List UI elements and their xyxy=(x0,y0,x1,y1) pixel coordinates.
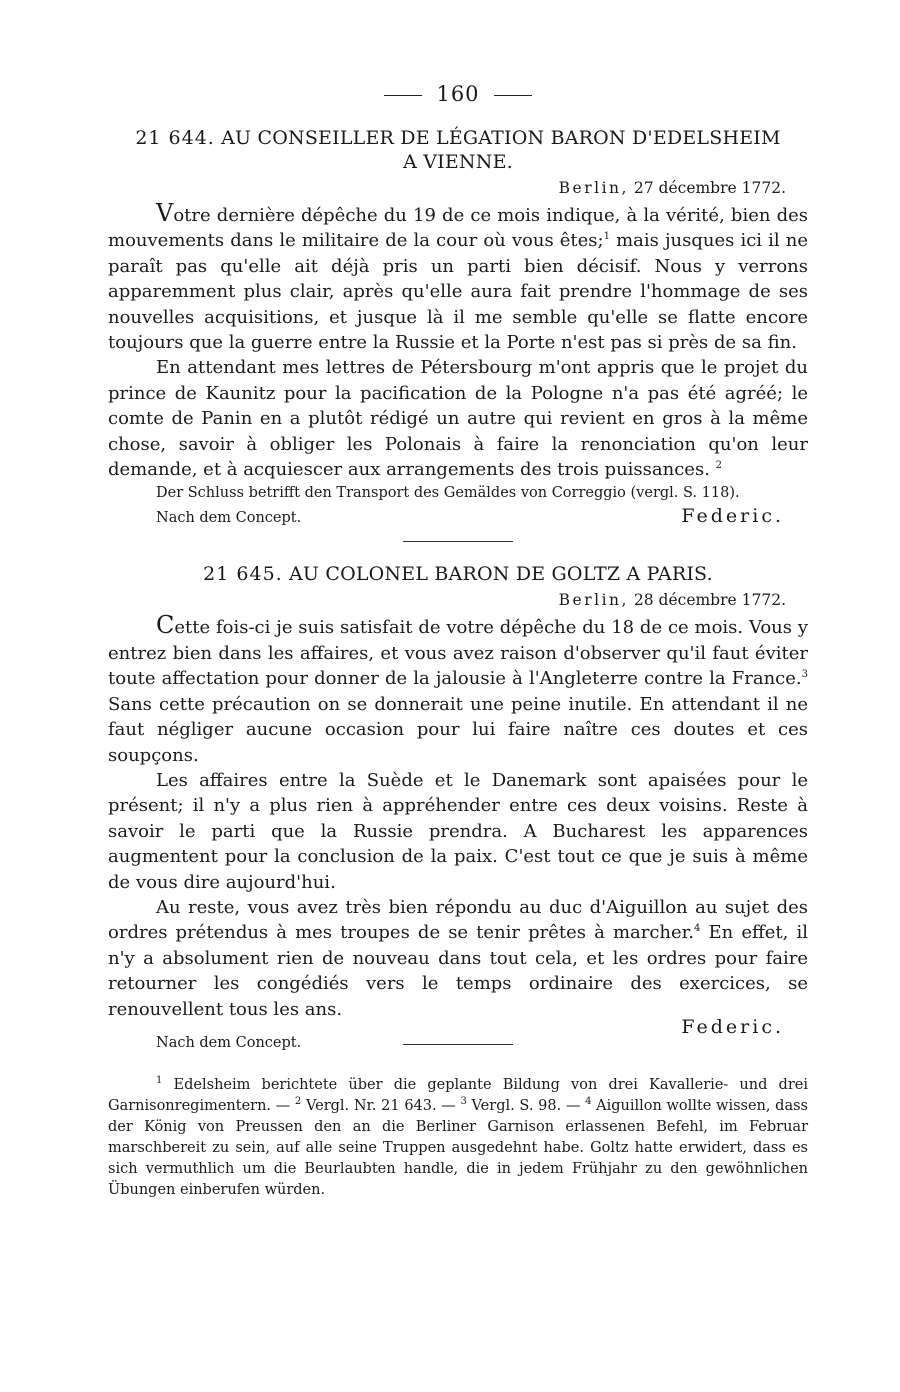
separator-rule xyxy=(403,541,513,542)
closing-row xyxy=(108,505,808,527)
footnote-text xyxy=(108,1075,808,1201)
footnotes xyxy=(108,1075,808,1201)
footnote-number: 1 xyxy=(156,1075,163,1087)
footnote-body: Vergl. Nr. 21 643. — xyxy=(301,1097,461,1114)
letter-title-line: AU COLONEL BARON DE GOLTZ A PARIS. xyxy=(288,563,713,586)
footnote-ref: 2 xyxy=(715,460,723,472)
letter-title-line: A VIENNE. xyxy=(403,151,513,173)
footnote-ref: 1 xyxy=(603,231,610,243)
paragraph-text: Les affaires entre la Suède et le Danemark sont apaisées pour le présent; il n'y a plus rien à appréhender entre ces deux voisins. Reste à savoir le parti que la Russie prendra. A Bucharest les apparences augmentent pour la conclusion de la paix. C'est tout ce que je suis à même de vous dire aujourd'hui. xyxy=(108,769,808,893)
paragraph xyxy=(108,355,808,482)
footnote-body: Edelsheim berichtete über die geplante Bildung von drei Kavallerie- und drei Garnisonregimentern. — xyxy=(108,1076,808,1114)
paragraph-text: Sans cette précaution on se donnerait une peine inutile. En attendant il ne faut négliger aucune occasion pour lui faire naître ces doutes et ces soupçons. xyxy=(108,693,808,766)
letter-number: 21 644. xyxy=(135,127,215,149)
signature: Federic. xyxy=(681,1015,784,1038)
editor-note: Der Schluss betrifft den Transport des Gemäldes von Correggio (vergl. S. 118). xyxy=(156,485,740,502)
letter-title-line: AU CONSEILLER DE LÉGATION BARON D'EDELSHEIM xyxy=(221,127,781,149)
paragraph-text: En effet, il n'y a absolument rien de nouveau dans tout cela, et les ordres pour faire retourner les congédiés vers le temps ordinaire des exercices, se renouvellent tous les ans. xyxy=(108,922,808,1020)
source-note: Nach dem Concept. xyxy=(156,510,302,527)
letter-dateline xyxy=(108,589,808,611)
footnote-body: Vergl. S. 98. — xyxy=(466,1097,586,1114)
page-number-dash-left xyxy=(384,95,422,96)
source-note: Nach dem Concept. xyxy=(156,1034,302,1051)
footnote-number: 4 xyxy=(585,1096,592,1108)
separator-rule xyxy=(403,1044,513,1045)
paragraph xyxy=(108,895,808,1022)
footnote-ref: 3 xyxy=(801,669,808,681)
letter-number: 21 645. xyxy=(203,563,283,586)
dateline-place: Berlin, xyxy=(558,591,629,610)
letter-title xyxy=(108,126,808,174)
signature: Federic. xyxy=(681,505,784,528)
footnote-number: 2 xyxy=(294,1096,302,1108)
document-page xyxy=(108,82,808,1201)
page-number xyxy=(108,82,808,112)
paragraph-text: En attendant mes lettres de Pétersbourg m'ont appris que le projet du prince de Kaunitz pour la pacification de la Pologne n'a pas été agréé; le comte de Panin en a plutôt rédigé un autre qui revient en gros à la même chose, savoir à obliger les Polonais à faire la renonciation qu'on leur demande, et à acquiescer aux arrangements des trois puissances. xyxy=(108,357,808,481)
footnote-body: Aiguillon wollte wissen, dass der König von Preussen den an die Berliner Garnison erlassenen Befehl, im Februar marschbereit zu sein, auf alle seine Truppen ausgedehnt habe. Goltz hatte erwidert, dass es sich vermuthlich um die Beurlaubten handle, die in jedem Frühjahr zu den gewöhnlichen Übungen einberufen würden. xyxy=(108,1097,808,1198)
paragraph xyxy=(108,201,808,355)
footnote-ref: 4 xyxy=(694,923,701,935)
dateline-date: 28 décembre 1772. xyxy=(633,591,786,610)
dateline-place: Berlin, xyxy=(558,179,629,197)
page-number-dash-right xyxy=(494,95,532,96)
paragraph-text: mais jusques ici il ne paraît pas qu'elle ait déjà pris un parti bien décisif. Nous y verrons apparemment plus clair, après qu'elle aura fait prendre l'hommage de ses nouvelles acquisitions, et jusque là il me semble qu'elle se flatte encore toujours que la guerre entre la Russie et la Porte n'est pas si près de sa fin. xyxy=(108,230,808,354)
paragraph xyxy=(108,768,808,895)
footnote-number: 3 xyxy=(460,1096,467,1108)
dateline-date: 27 décembre 1772. xyxy=(633,179,786,197)
paragraph-text: ette fois-ci je suis satisfait de votre dépêche du 18 de ce mois. Vous y entrez bien dans les affaires, et vous avez raison d'observer qu'il faut éviter toute affectation pour donner de la jalousie à l'Angleterre contre la France. xyxy=(108,617,808,690)
paragraph-text: otre dernière dépêche du 19 de ce mois indique, à la vérité, bien des mouvements dans le militaire de la cour où vous êtes; xyxy=(108,205,808,252)
letter-title xyxy=(108,562,808,586)
initial-letter: V xyxy=(156,199,174,227)
letter-dateline xyxy=(108,177,808,199)
paragraph xyxy=(108,613,808,767)
page-number-text: 160 xyxy=(436,82,480,106)
initial-letter: C xyxy=(156,611,175,640)
paragraph-text: Au reste, vous avez très bien répondu au duc d'Aiguillon au sujet des ordres prétendus à mes troupes de se tenir prêtes à marcher. xyxy=(108,896,808,944)
